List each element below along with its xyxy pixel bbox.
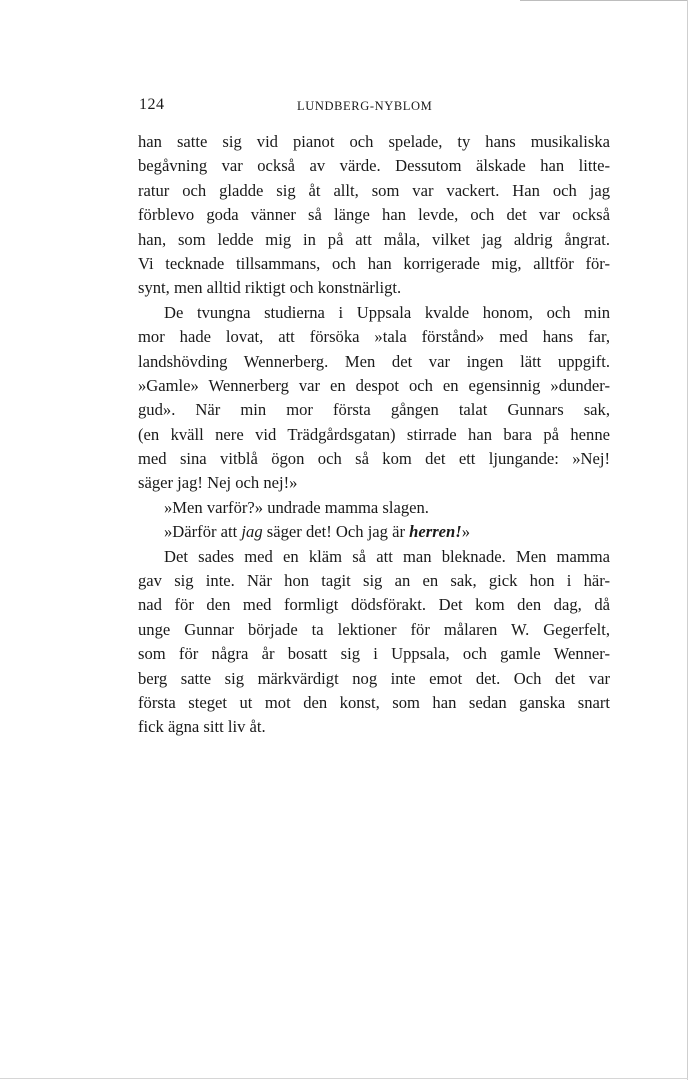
text-line: synt, men alltid riktigt och konstnärligt. <box>138 278 402 298</box>
text-line: förblevo goda vänner så länge han levde, och det var också <box>138 205 610 225</box>
text-line: Vi tecknade tillsammans, och han korrigerade mig, alltför för- <box>138 253 610 273</box>
text-line: han, som ledde mig in på att måla, vilket jag aldrig ångrat. <box>138 229 610 249</box>
dialogue-text: säger det! Och jag är <box>266 522 406 542</box>
text-line: första steget ut mot den konst, som han sedan ganska snart <box>138 692 610 712</box>
running-head: LUNDBERG-NYBLOM <box>297 99 433 113</box>
text-line: begåvning var också av värde. Dessutom älskade han litte- <box>138 156 610 176</box>
page-edge-top <box>520 0 688 1</box>
text-line: Det sades med en kläm så att man bleknade. Men mamma <box>164 546 610 566</box>
text-line: »Gamle» Wennerberg var en despot och en egensinnig »dunder- <box>138 375 610 395</box>
text-line: som för några år bosatt sig i Uppsala, och gamle Wenner- <box>138 644 610 664</box>
text-line: unge Gunnar började ta lektioner för målaren W. Gegerfelt, <box>138 619 610 639</box>
text-line: nad för den med formligt dödsförakt. Det kom den dag, då <box>138 595 610 615</box>
text-line: med sina vitblå ögon och så kom det ett ljungande: »Nej! <box>138 449 610 469</box>
text-line: berg satte sig märkvärdigt nog inte emot det. Och det var <box>138 668 610 688</box>
body-text <box>138 130 610 740</box>
text-line: mor hade lovat, att försöka »tala förstånd» med hans far, <box>138 327 610 347</box>
text-line: De tvungna studierna i Uppsala kvalde honom, och min <box>164 302 610 322</box>
page-number: 124 <box>139 96 165 113</box>
text-line <box>138 520 610 544</box>
text-line: ratur och gladde sig åt allt, som var vackert. Han och jag <box>138 180 610 200</box>
text-line: (en kväll nere vid Trädgårdsgatan) stirrade han bara på henne <box>138 424 610 444</box>
text-line: landshövding Wennerberg. Men det var ingen lätt uppgift. <box>138 351 610 371</box>
emphasis-jag: jag <box>241 522 263 542</box>
text-line: han satte sig vid pianot och spelade, ty hans musikaliska <box>138 132 610 151</box>
text-line: »Men varför?» undrade mamma slagen. <box>164 497 429 517</box>
text-line: säger jag! Nej och nej!» <box>138 473 298 493</box>
text-line: fick ägna sitt liv åt. <box>138 717 266 737</box>
page-edge-bottom <box>0 1078 688 1079</box>
emphasis-herren: herren! <box>409 522 462 542</box>
text-line: gud». När min mor första gången talat Gunnars sak, <box>138 400 610 420</box>
closing-quote: » <box>461 522 471 542</box>
dialogue-text: »Därför att <box>164 522 238 542</box>
text-line: gav sig inte. När hon tagit sig an en sak, gick hon i här- <box>138 571 610 591</box>
